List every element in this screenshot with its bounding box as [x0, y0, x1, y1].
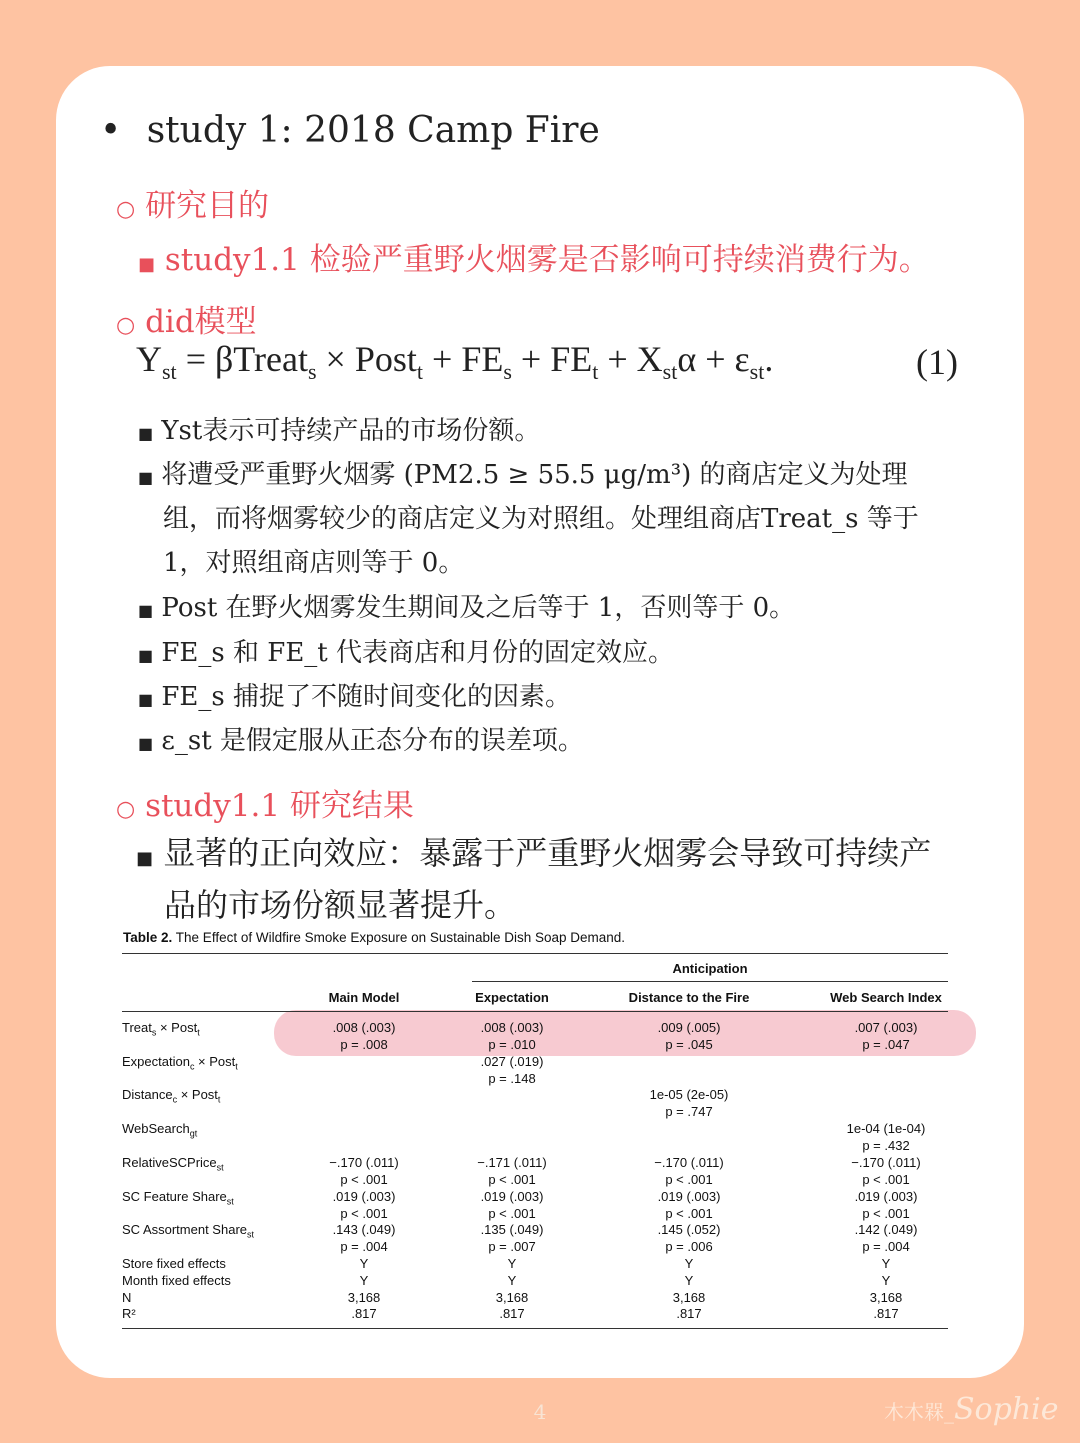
- cell-estimate: −.171 (.011): [477, 1154, 547, 1170]
- square-bullet-icon: ■: [138, 424, 154, 443]
- heading: [100, 110, 600, 151]
- cell-estimate: −.170 (.011): [851, 1154, 921, 1170]
- footer-row-label: N: [122, 1289, 132, 1305]
- circle-bullet-icon: ○: [116, 197, 136, 222]
- column-header: Main Model: [328, 990, 400, 1005]
- footer-cell: Y: [359, 1256, 369, 1271]
- row-label: Treat$_s$ × Post$_t$: [122, 1020, 200, 1038]
- heading-bullet: •: [100, 110, 122, 151]
- square-bullet-icon: ■: [138, 690, 154, 709]
- model-item: ■ 将遭受严重野火烟雾 (PM2.5 ≥ 55.5 μg/m³) 的商店定义为处理: [138, 460, 908, 490]
- footer-cell: 3,168: [495, 1289, 529, 1305]
- footer-cell: Y: [881, 1256, 891, 1271]
- model-item: ■ ε_st 是假定服从正态分布的误差项。: [138, 726, 584, 756]
- cell-estimate: .008 (.003): [480, 1020, 544, 1035]
- footer-cell: Y: [359, 1272, 369, 1288]
- model-item: ■ FE_s 和 FE_t 代表商店和月份的固定效应。: [138, 638, 675, 668]
- cell-p-value: p = .747: [665, 1104, 713, 1120]
- footer-row-label: Store fixed effects: [122, 1256, 226, 1271]
- purpose-section: [116, 180, 269, 225]
- footer-cell: 3,168: [347, 1289, 381, 1305]
- footer-cell: Y: [684, 1272, 694, 1288]
- square-bullet-icon: ■: [138, 734, 154, 753]
- cell-p-value: p = .006: [665, 1239, 713, 1255]
- cell-p-value: p < .001: [488, 1205, 536, 1221]
- cell-estimate: .143 (.049): [332, 1222, 396, 1238]
- column-header: Web Search Index: [830, 990, 942, 1005]
- model-item: ■ Yst表示可持续产品的市场份额。: [138, 416, 541, 446]
- row-label: Expectation$_c$ × Post$_t$: [122, 1053, 238, 1072]
- cell-p-value: p = .004: [862, 1239, 910, 1255]
- cell-estimate: .145 (.052): [657, 1222, 721, 1238]
- cell-estimate: .135 (.049): [480, 1222, 544, 1238]
- cell-p-value: p = .007: [488, 1239, 536, 1255]
- circle-bullet-icon: ○: [116, 797, 136, 822]
- model-item-continued: 组，而将烟雾较少的商店定义为对照组。处理组商店Treat_s 等于: [163, 504, 919, 534]
- footer-row-label: Month fixed effects: [122, 1272, 231, 1288]
- column-header: Expectation: [475, 990, 549, 1005]
- footer-cell: .817: [676, 1306, 702, 1322]
- purpose-item-text: study1.1 检验严重野火烟雾是否影响可持续消费行为。: [164, 242, 930, 278]
- cell-estimate: −.170 (.011): [654, 1154, 724, 1170]
- row-label: Distance$_c$ × Post$_t$: [122, 1087, 221, 1105]
- footer-cell: 3,168: [672, 1289, 706, 1305]
- cell-estimate: .007 (.003): [854, 1020, 918, 1035]
- model-item: ■ Post 在野火烟雾发生期间及之后等于 1，否则等于 0。: [138, 593, 796, 623]
- cell-p-value: p < .001: [340, 1171, 388, 1187]
- column-header: Distance to the Fire: [628, 990, 750, 1005]
- did-formula: [136, 338, 958, 385]
- results-item: ■ 显著的正向效应：暴露于严重野火烟雾会导致可持续产: [136, 834, 932, 872]
- square-bullet-icon: ■: [136, 848, 154, 869]
- cell-estimate: .019 (.003): [657, 1188, 721, 1204]
- group-rule: [472, 981, 948, 982]
- model-section: [116, 296, 257, 341]
- cell-p-value: p = .010: [488, 1037, 536, 1052]
- cell-estimate: .009 (.005): [657, 1020, 721, 1035]
- cell-estimate: .027 (.019): [480, 1053, 544, 1069]
- cell-estimate: −.170 (.011): [329, 1154, 399, 1170]
- row-label: SC Feature Share$_{st}$: [122, 1188, 234, 1207]
- row-label: WebSearch$_{gt}$: [122, 1121, 198, 1139]
- cell-p-value: p < .001: [665, 1205, 713, 1221]
- cell-estimate: .019 (.003): [332, 1188, 396, 1204]
- purpose-item: [138, 234, 930, 279]
- cell-p-value: p = .008: [340, 1037, 388, 1052]
- footer-cell: .817: [351, 1306, 377, 1322]
- results-item-continued: 品的市场份额显著提升。: [164, 886, 517, 924]
- cell-p-value: p = .045: [665, 1037, 713, 1052]
- formula-expression: $Y_{st}$ = βTreat$_s$ × Post$_t$ + $FE_s + FE_t + X_{st}\alpha + \varepsilon_{st}$.: [136, 339, 774, 385]
- table-top-rule: [122, 953, 948, 954]
- cell-estimate: .019 (.003): [854, 1188, 918, 1204]
- footer-cell: 3,168: [869, 1289, 903, 1305]
- model-item: ■ FE_s 捕捉了不随时间变化的因素。: [138, 682, 572, 712]
- row-label: RelativeSCPrice$_{st}$: [122, 1154, 224, 1173]
- cell-p-value: p = .432: [862, 1138, 910, 1154]
- footer-row-label: R²: [122, 1306, 136, 1322]
- cell-p-value: p = .148: [488, 1070, 536, 1086]
- circle-bullet-icon: ○: [116, 313, 136, 338]
- cell-estimate: 1e-04 (1e-04): [846, 1121, 926, 1137]
- formula-number: (1): [916, 341, 958, 382]
- page-number: 4: [533, 1400, 547, 1424]
- footer-cell: .817: [873, 1306, 899, 1322]
- purpose-title: 研究目的: [145, 188, 270, 224]
- watermark: 木木槑_Sophie: [884, 1392, 1059, 1427]
- cell-estimate: .008 (.003): [332, 1020, 396, 1035]
- results-section: [116, 780, 414, 825]
- model-item-continued: 1，对照组商店则等于 0。: [163, 548, 465, 578]
- header-rule: [122, 1011, 948, 1012]
- cell-p-value: p = .047: [862, 1037, 910, 1052]
- results-title: study1.1 研究结果: [145, 788, 414, 824]
- table-bottom-rule: [122, 1328, 948, 1329]
- footer-cell: Y: [507, 1256, 517, 1271]
- footer-cell: Y: [507, 1272, 517, 1288]
- cell-p-value: p < .001: [488, 1171, 536, 1187]
- cell-p-value: p < .001: [862, 1205, 910, 1221]
- model-title: did模型: [145, 304, 257, 340]
- square-bullet-icon: ■: [138, 601, 154, 620]
- footer-cell: Y: [881, 1272, 891, 1288]
- row-label: SC Assortment Share$_{st}$: [122, 1222, 255, 1240]
- square-bullet-icon: ■: [138, 468, 154, 487]
- square-bullet-icon: ■: [138, 646, 154, 665]
- footer-cell: Y: [684, 1256, 694, 1271]
- cell-estimate: .019 (.003): [480, 1188, 544, 1204]
- footer-cell: .817: [499, 1306, 525, 1322]
- anticipation-header: Anticipation: [672, 961, 748, 976]
- cell-p-value: p = .004: [340, 1239, 388, 1255]
- table-title: Table 2. The Effect of Wildfire Smoke Exposure on Sustainable Dish Soap Demand.: [123, 930, 626, 945]
- cell-estimate: .142 (.049): [854, 1222, 918, 1238]
- cell-p-value: p < .001: [665, 1171, 713, 1187]
- cell-p-value: p < .001: [862, 1171, 910, 1187]
- cell-estimate: 1e-05 (2e-05): [649, 1087, 729, 1103]
- cell-p-value: p < .001: [340, 1205, 388, 1221]
- square-bullet-icon: ■: [138, 254, 156, 275]
- heading-text: study 1: 2018 Camp Fire: [146, 110, 600, 151]
